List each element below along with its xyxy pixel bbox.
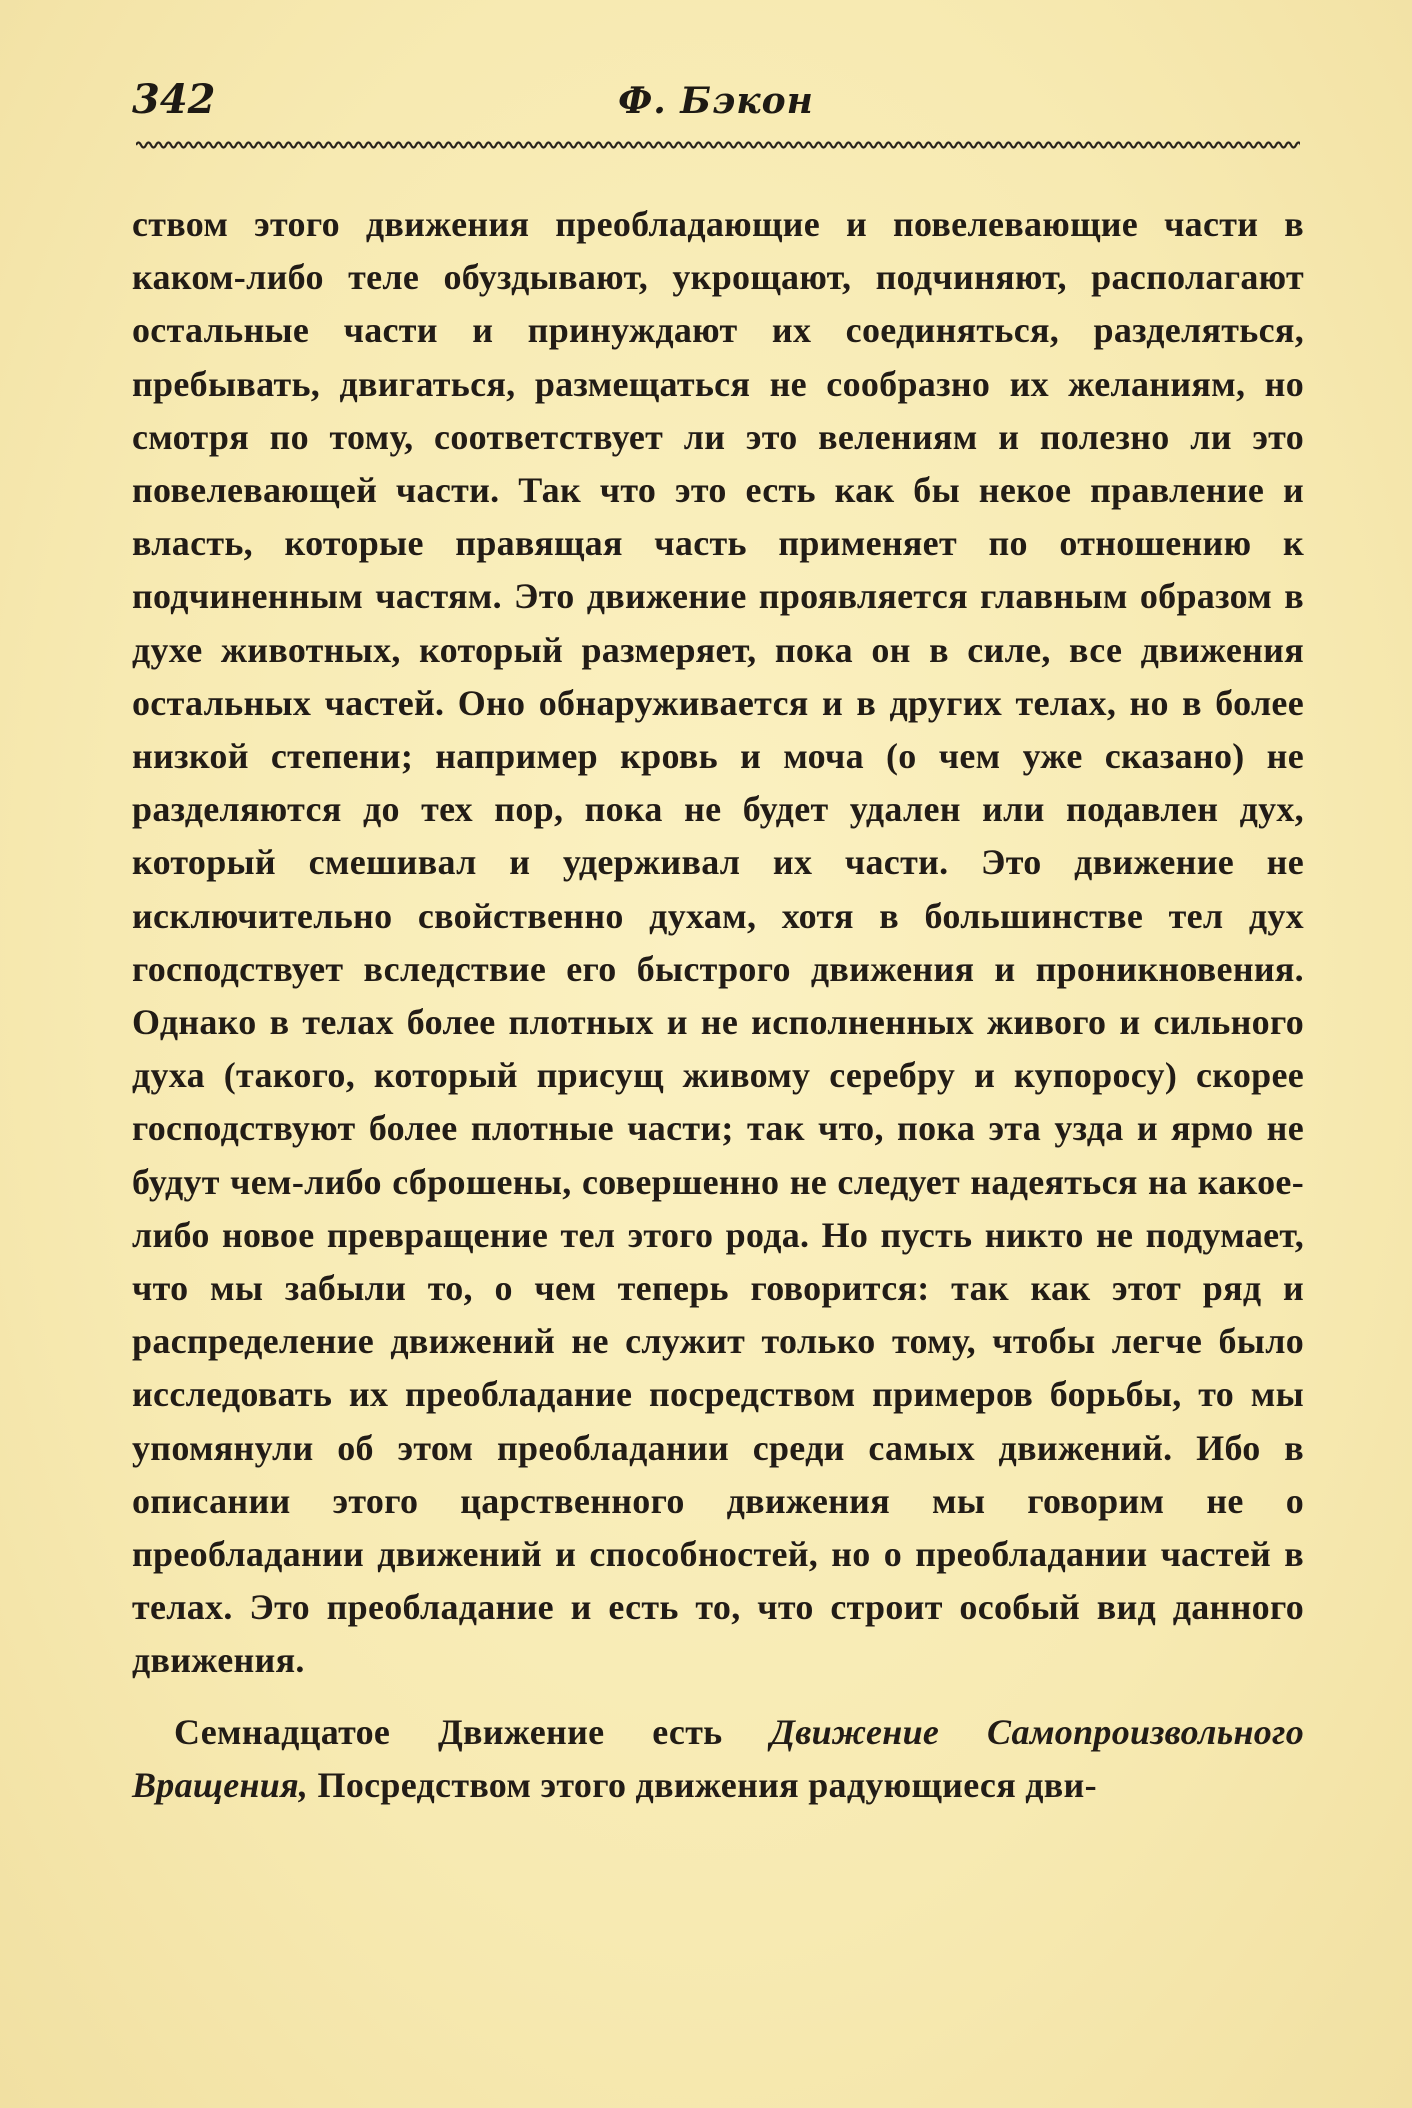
page-number: 342 bbox=[132, 76, 216, 123]
paragraph bbox=[132, 1706, 1304, 1812]
body-text bbox=[132, 198, 1304, 1812]
paragraph-italic-term: Движение Самопроизвольного Вращения, bbox=[132, 1711, 1304, 1805]
paragraph-continuation: Посредством этого движения радующиеся дви- bbox=[308, 1764, 1097, 1805]
page-header bbox=[132, 76, 1300, 136]
paragraph: ством этого движения преобладающие и повелевающие части в каком-либо теле обуздывают, укрощают, подчиняют, располагают остальные части и принуждают их соединяться, разделяться, пребывать, двигаться, размещаться не сообразно их желаниям, но смотря по тому, соответствует ли это велениям и полезно ли это повелевающей части. Так что это есть как бы некое правление и власть, которые правящая часть применяет по отношению к подчиненным частям. Это движение проявляется главным образом в духе животных, который размеряет, пока он в силе, все движения остальных частей. Оно обнаруживается и в других телах, но в более низкой степени; например кровь и моча (о чем уже сказано) не разделяются до тех пор, пока не будет удален или подавлен дух, который смешивал и удерживал их части. Это движение не исключительно свойственно духам, хотя в большинстве тел дух господствует вследствие его быстрого движения и проникновения. Однако в телах более плотных и не исполненных живого и сильного духа (такого, который присущ живому серебру и купоросу) скорее господствуют более плотные части; так что, пока эта узда и ярмо не будут чем-либо сброшены, совершенно не следует надеяться на какое-либо новое превращение тел этого рода. Но пусть никто не подумает, что мы забыли то, о чем теперь говорится: так как этот ряд и распределение движений не служит только тому, чтобы легче было исследовать их преобладание посредством примеров борьбы, то мы упомянули об этом преобладании среди самых движений. Ибо в описании этого царственного движения мы говорим не о преобладании движений и способностей, но о преобладании частей в телах. Это преобладание и есть то, что строит особый вид данного движения. bbox=[132, 204, 1304, 1681]
running-head: Ф. Бэкон bbox=[618, 80, 814, 122]
decorative-wavy-rule bbox=[136, 140, 1300, 150]
paragraph-lead: Семнадцатое Движение есть bbox=[174, 1711, 771, 1752]
